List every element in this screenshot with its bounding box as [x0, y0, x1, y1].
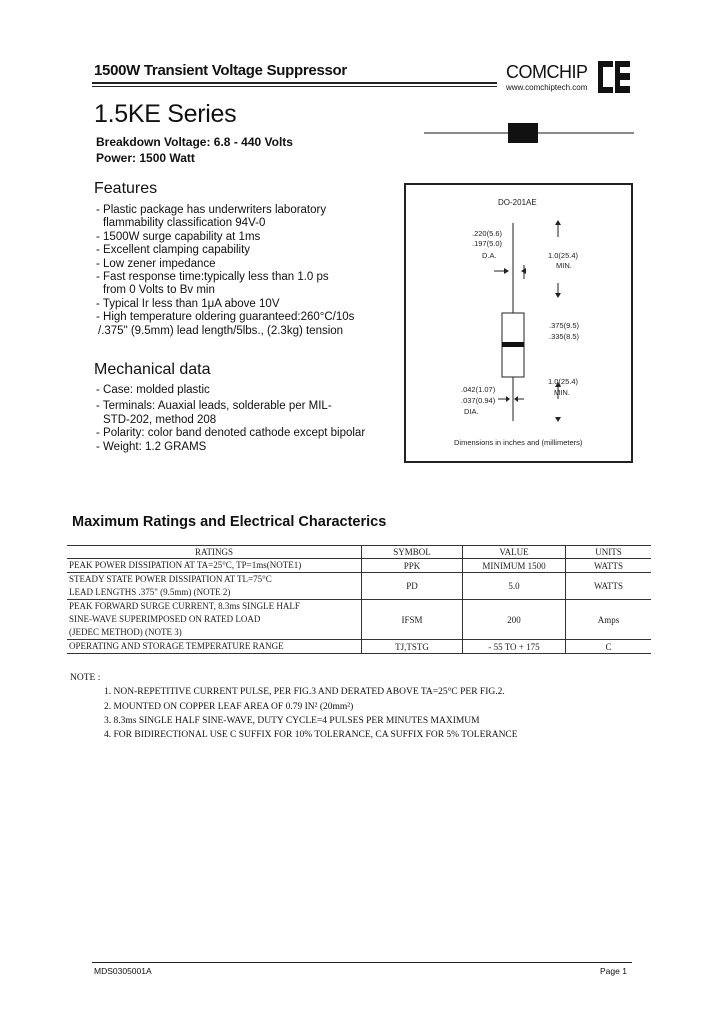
units-cell: WATTS: [566, 573, 652, 600]
features-heading: Features: [94, 180, 158, 197]
units-cell: WATTS: [566, 559, 652, 573]
mechanical-heading: Mechanical data: [94, 361, 211, 378]
value-cell: 200: [463, 600, 566, 640]
column-header: VALUE: [463, 546, 566, 559]
page-number: Page 1: [600, 966, 627, 976]
document-id: MDS0305001A: [94, 966, 152, 976]
diode-body-graphic: [508, 123, 538, 143]
column-header: RATINGS: [67, 546, 362, 559]
series-title: 1.5KE Series: [94, 100, 237, 128]
breakdown-voltage: Breakdown Voltage: 6.8 - 440 Volts: [96, 135, 293, 149]
table-row: [67, 573, 651, 600]
features-list: [96, 204, 354, 338]
dimension-caption: Dimensions in inches and (millimeters): [454, 438, 583, 447]
comchip-logo-icon: [597, 60, 631, 94]
list-item: - Low zener impedance: [96, 257, 216, 270]
dimension-label: D.A.: [482, 251, 497, 260]
dimension-label: .197(5.0): [472, 239, 503, 248]
table-row: [67, 640, 651, 654]
units-cell: Amps: [566, 600, 652, 640]
dimension-label: DIA.: [464, 407, 479, 416]
rating-cell: OPERATING AND STORAGE TEMPERATURE RANGE: [67, 640, 362, 654]
note-item: 1. NON-REPETITIVE CURRENT PULSE, PER FIG.3 AND DERATED ABOVE TA=25°C PER FIG.2.: [104, 687, 505, 697]
package-outline-box: [404, 183, 633, 463]
footer-rule: [92, 962, 632, 963]
list-item: - Weight: 1.2 GRAMS: [96, 440, 207, 453]
list-item: STD-202, method 208: [103, 413, 217, 426]
list-item: /.375" (9.5mm) lead length/5lbs., (2.3kg) tension: [98, 324, 344, 337]
mechanical-list: [96, 384, 365, 454]
ratings-table: [67, 545, 651, 654]
header-rule-thin: [92, 86, 497, 87]
value-cell: 5.0: [463, 573, 566, 600]
rating-cell: STEADY STATE POWER DISSIPATION AT TL=75°C LEAD LENGTHS .375" (9.5mm) (NOTE 2): [67, 573, 362, 600]
note-item: 2. MOUNTED ON COPPER LEAF AREA OF 0.79 IN² (20mm²): [104, 702, 354, 712]
dimension-label: .335(8.5): [549, 332, 580, 341]
package-name: DO-201AE: [498, 198, 537, 207]
column-header: SYMBOL: [362, 546, 463, 559]
column-header: UNITS: [566, 546, 652, 559]
document-title: 1500W Transient Voltage Suppressor: [94, 62, 347, 79]
list-item: - Excellent clamping capability: [96, 244, 251, 257]
value-cell: - 55 TO + 175: [463, 640, 566, 654]
list-item: - Typical Ir less than 1μA above 10V: [96, 297, 280, 310]
dimension-label: .042(1.07): [461, 385, 496, 394]
power-rating: Power: 1500 Watt: [96, 151, 195, 165]
dimension-label: .037(0.94): [461, 396, 496, 405]
symbol-cell: PD: [362, 573, 463, 600]
list-item: from 0 Volts to Bv min: [103, 284, 215, 297]
list-item: - Polarity: color band denoted cathode except bipolar: [96, 427, 366, 440]
package-drawing: [406, 185, 631, 461]
brand-url: www.comchiptech.com: [506, 83, 588, 92]
list-item: flammability classification 94V-0: [103, 217, 266, 230]
list-item: - Case: molded plastic: [96, 384, 210, 396]
list-item: - Fast response time:typically less than 1.0 ps: [96, 271, 329, 284]
dimension-label: 1.0(25.4): [548, 251, 579, 260]
rating-cell: PEAK POWER DISSIPATION AT TA=25°C, TP=1ms(NOTE1): [67, 559, 362, 573]
symbol-cell: PPK: [362, 559, 463, 573]
table-row: [67, 600, 651, 640]
rating-cell: PEAK FORWARD SURGE CURRENT, 8.3ms SINGLE HALF SINE-WAVE SUPERIMPOSED ON RATED LOAD (JEDEC METHOD) (NOTE 3): [67, 600, 362, 640]
header-rule: [92, 82, 497, 84]
value-cell: MINIMUM 1500: [463, 559, 566, 573]
brand-name: COMCHIP: [506, 62, 588, 82]
list-item: - High temperature oldering guaranteed:260°C/10s: [96, 311, 355, 324]
dimension-label: .375(9.5): [549, 321, 580, 330]
table-row: [67, 559, 651, 573]
dimension-label: MIN.: [556, 261, 572, 270]
list-item: - Terminals: Auaxial leads, solderable per MIL-: [96, 400, 332, 413]
dimension-label: MIN.: [554, 388, 570, 397]
list-item: - 1500W surge capability at 1ms: [96, 230, 261, 243]
list-item: - Plastic package has underwriters laboratory: [96, 204, 327, 216]
notes-heading: NOTE :: [70, 673, 101, 683]
dimension-label: 1.0(25.4): [548, 377, 579, 386]
symbol-cell: IFSM: [362, 600, 463, 640]
ratings-title: Maximum Ratings and Electrical Characterics: [72, 514, 387, 530]
note-item: 3. 8.3ms SINGLE HALF SINE-WAVE, DUTY CYCLE=4 PULSES PER MINUTES MAXIMUM: [104, 716, 480, 726]
note-item: 4. FOR BIDIRECTIONAL USE C SUFFIX FOR 10% TOLERANCE, CA SUFFIX FOR 5% TOLERANCE: [104, 730, 518, 740]
units-cell: C: [566, 640, 652, 654]
dimension-label: .220(5.6): [472, 229, 503, 238]
symbol-cell: TJ,TSTG: [362, 640, 463, 654]
